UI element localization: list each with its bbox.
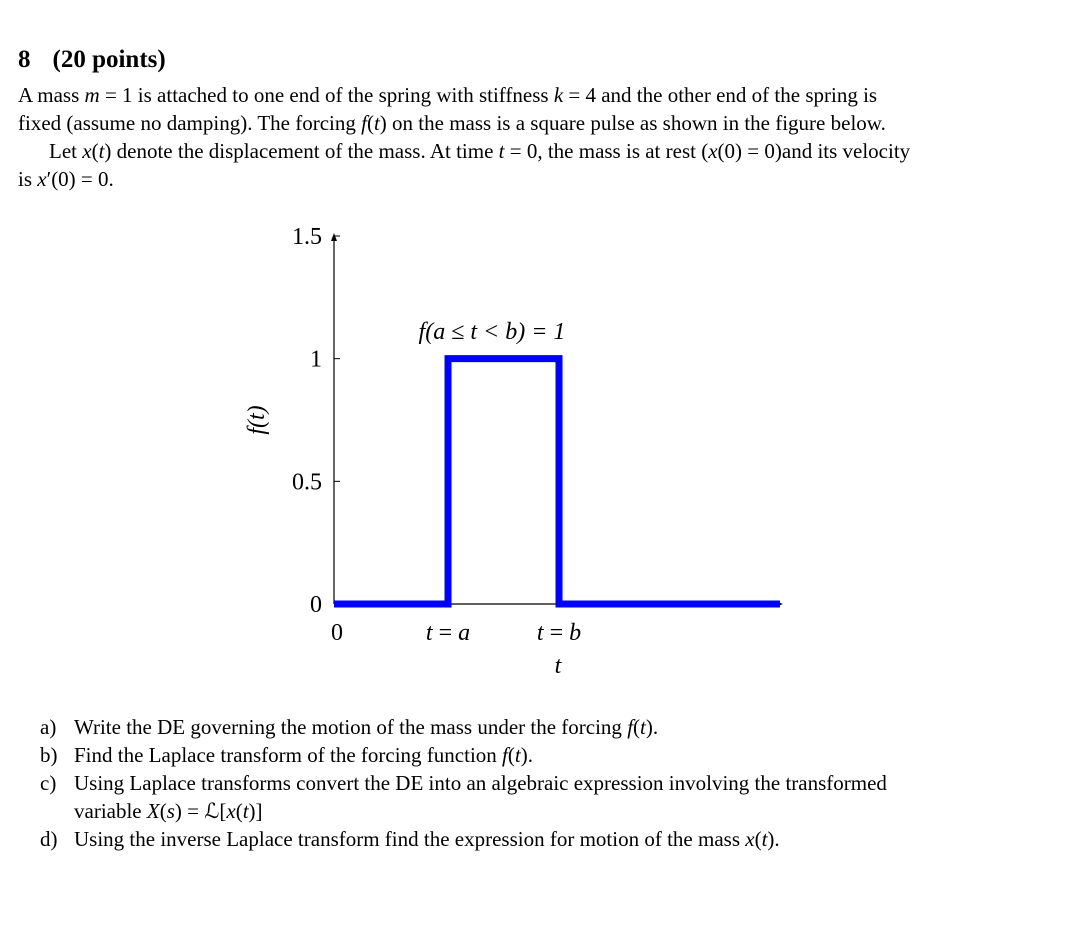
x-tick-label: 0 [331,620,343,646]
question-b: b) Find the Laplace transform of the forcing function f(t). [40,743,533,767]
series-line-f [334,359,780,604]
x-tick-label: t = b [536,620,582,646]
x-axis-label: t [554,653,562,679]
y-tick-label: 1.5 [292,224,322,250]
intro-line-1: A mass m = 1 is attached to one end of the spring with stiffness k = 4 and the other end of the spring is [18,83,878,107]
y-tick-label: 0 [310,592,322,618]
intro-line-2: fixed (assume no damping). The forcing f(t) on the mass is a square pulse as shown in the figure below. [18,111,886,135]
problem-points: (20 points) [52,46,166,73]
pulse-annotation: f(a ≤ t < b) = 1 [418,319,566,345]
x-tick-label: t = a [425,620,471,646]
question-d: d) Using the inverse Laplace transform find the expression for motion of the mass x(t). [40,827,780,851]
question-c: c) Using Laplace transforms convert the DE into an algebraic expression involving the transformed [40,771,887,795]
question-list [40,713,1040,853]
question-c-continued: variable X(s) = ℒ[x(t)] [74,799,263,823]
y-axis-arrow-icon [331,233,337,241]
intro-line-4: is x′(0) = 0. [18,167,114,191]
y-tick-label: 0.5 [292,469,322,496]
intro-line-3: Let x(t) denote the displacement of the mass. At time t = 0, the mass is at rest (x(0) = 0)and its velocity [49,139,911,163]
y-axis-label: f(t) [244,405,270,435]
problem-number: 8 [18,46,31,73]
y-tick-label: 1 [310,346,322,373]
question-a: a) Write the DE governing the motion of the mass under the forcing f(t). [40,715,659,739]
